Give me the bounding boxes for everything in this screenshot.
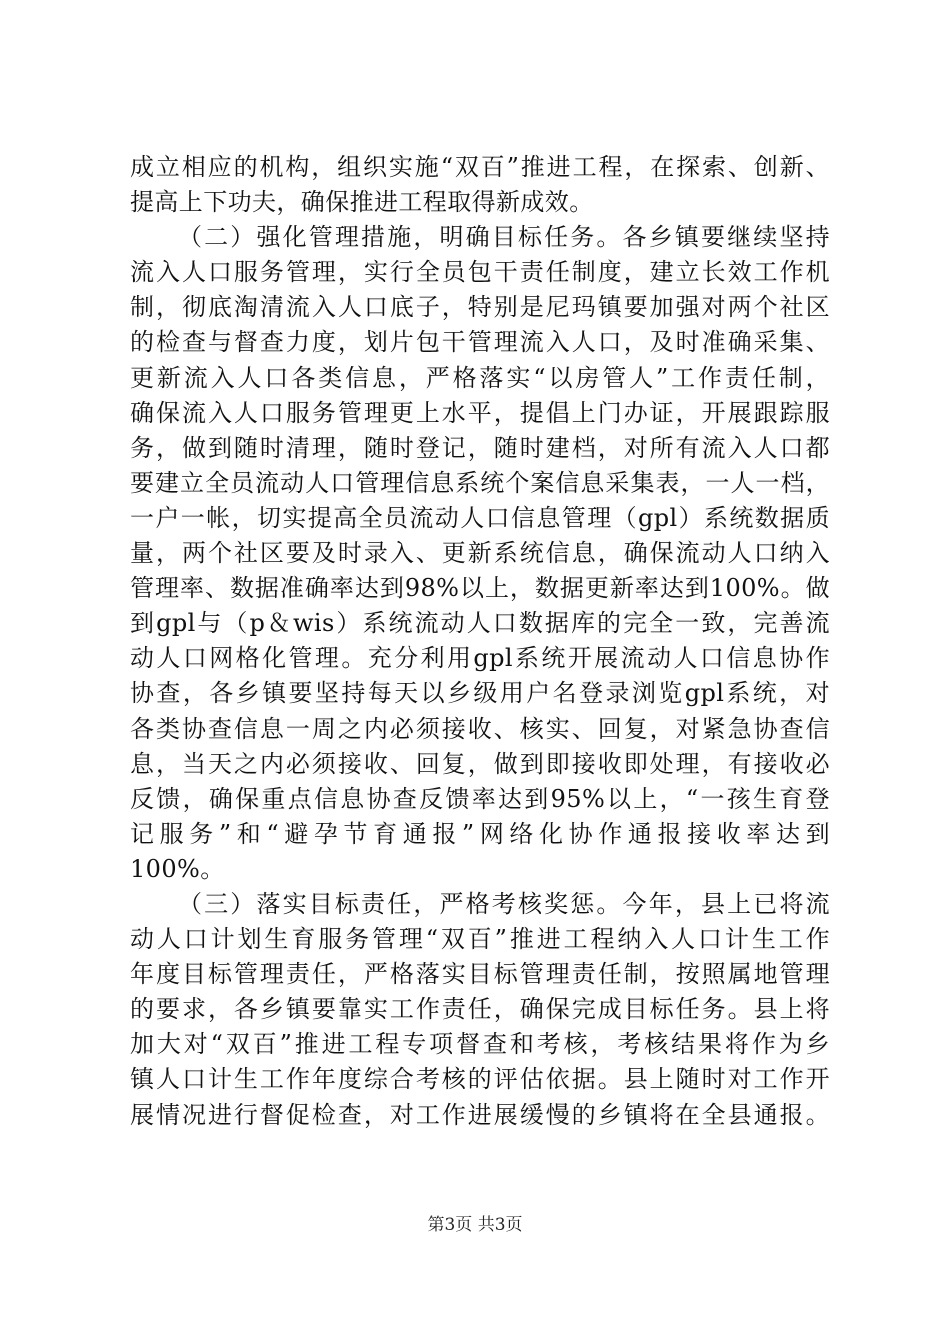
text-line: 一户一帐，切实提高全员流动人口信息管理（gpl）系统数据质 <box>130 503 830 532</box>
text-line: 息，当天之内必须接收、回复，做到即接收即处理，有接收必 <box>130 749 830 778</box>
text-line: 确保流入人口服务管理更上水平，提倡上门办证，开展跟踪服 <box>130 398 830 427</box>
text-line: 记服务”和“避孕节育通报”网络化协作通报接收率达到 <box>130 819 830 848</box>
text-line: 成立相应的机构，组织实施“双百”推进工程，在探索、创新、 <box>130 153 830 181</box>
text-line: 制，彻底淘清流入人口底子，特别是尼玛镇要加强对两个社区 <box>130 293 830 322</box>
text-line: 量，两个社区要及时录入、更新系统信息，确保流动人口纳入 <box>130 539 830 568</box>
text-line: 动人口网格化管理。充分利用gpl系统开展流动人口信息协作 <box>130 644 830 673</box>
text-line: 协查，各乡镇要坚持每天以乡级用户名登录浏览gpl系统，对 <box>130 679 830 708</box>
text-line: 流入人口服务管理，实行全员包干责任制度，建立长效工作机 <box>130 258 830 287</box>
text-line: 更新流入人口各类信息，严格落实“以房管人”工作责任制， <box>130 363 830 392</box>
text-line: 的要求，各乡镇要靠实工作责任，确保完成目标任务。县上将 <box>130 995 830 1024</box>
text-line: 管理率、数据准确率达到98%以上，数据更新率达到100%。做 <box>130 574 830 603</box>
paragraph-start-line: （二）强化管理措施，明确目标任务。各乡镇要继续坚持 <box>178 223 830 252</box>
text-line: 要建立全员流动人口管理信息系统个案信息采集表，一人一档， <box>130 468 830 497</box>
text-line: 的检查与督查力度，划片包干管理流入人口，及时准确采集、 <box>130 328 830 357</box>
document-body <box>130 150 830 1133</box>
text-line: 提高上下功夫，确保推进工程取得新成效。 <box>130 188 594 217</box>
text-line: 加大对“双百”推进工程专项督查和考核，考核结果将作为乡 <box>130 1030 830 1059</box>
text-line: 反馈，确保重点信息协查反馈率达到95%以上，“一孩生育登 <box>130 784 830 813</box>
text-line: 年度目标管理责任，严格落实目标管理责任制，按照属地管理 <box>130 960 830 989</box>
text-line: 镇人口计生工作年度综合考核的评估依据。县上随时对工作开 <box>130 1065 830 1094</box>
text-line: 100%。 <box>130 854 225 883</box>
paragraph-start-line: （三）落实目标责任，严格考核奖惩。今年，县上已将流 <box>178 889 830 918</box>
text-line: 务，做到随时清理，随时登记，随时建档，对所有流入人口都 <box>130 433 830 462</box>
page-number-footer: 第3页 共3页 <box>427 1215 523 1235</box>
text-line: 动人口计划生育服务管理“双百”推进工程纳入人口计生工作 <box>130 925 830 954</box>
text-line: 展情况进行督促检查，对工作进展缓慢的乡镇将在全县通报。 <box>130 1100 830 1129</box>
text-line: 各类协查信息一周之内必须接收、核实、回复，对紧急协查信 <box>130 714 830 743</box>
text-line: 到gpl与（p＆wis）系统流动人口数据库的完全一致，完善流 <box>130 609 830 638</box>
